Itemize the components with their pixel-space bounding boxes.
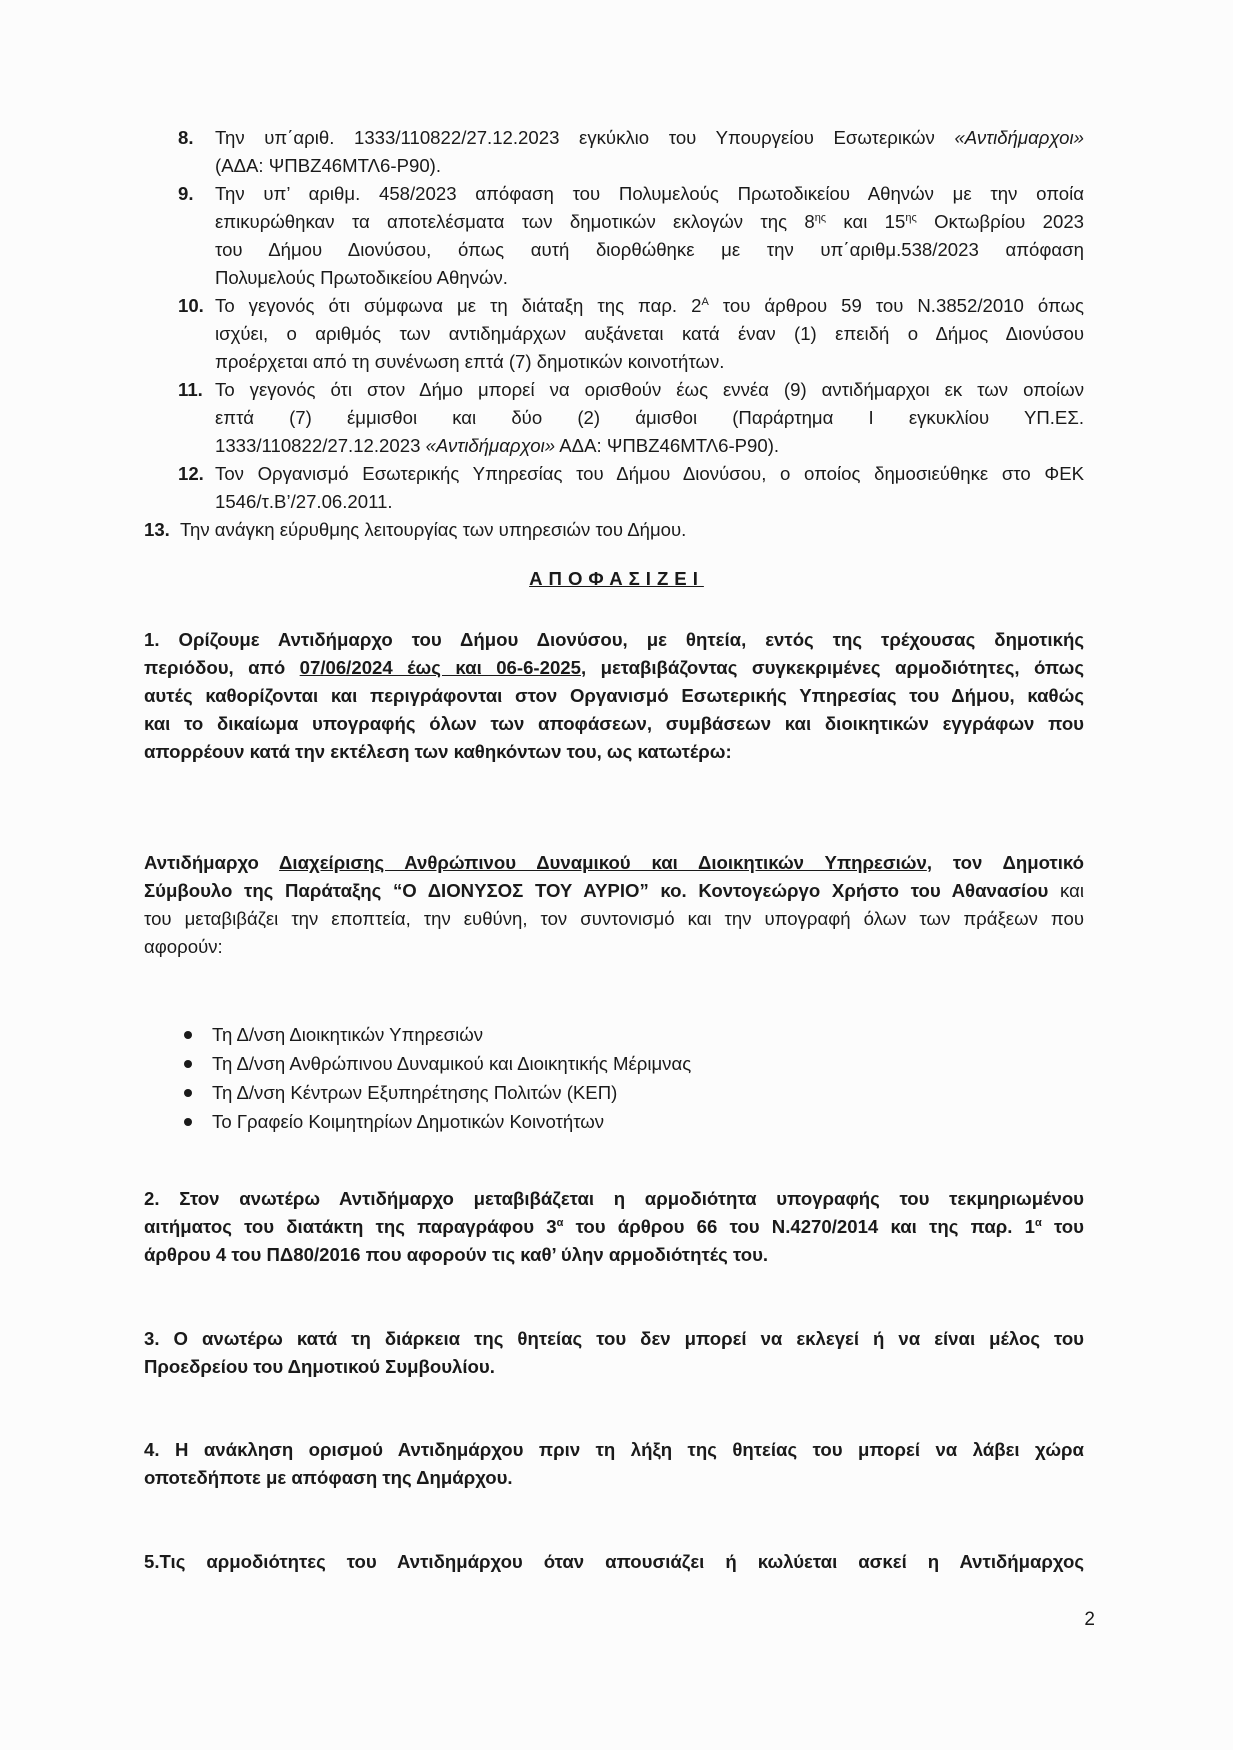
item-10-line-3: προέρχεται από τη συνένωση επτά (7) δημοτικών κοινοτήτων. [215, 351, 725, 372]
deputy-line-4: αφορούν: [144, 936, 223, 957]
item-11-line-1: Το γεγονός ότι στον Δήμο μπορεί να ορισθούν έως εννέα (9) αντιδήμαρχοι εκ των οποίων [215, 379, 1084, 400]
item-12-line-2: 1546/τ.Β’/27.06.2011. [215, 491, 393, 512]
decision-3-line-2: Προεδρείου του Δημοτικού Συμβουλίου. [144, 1356, 495, 1377]
decision-2-line-2: αιτήματος του διατάκτη της παραγράφου $3^\alpha$ του άρθρου 66 του Ν.4270/2014 και της παρ. $1^\alpha$ του [144, 1216, 1084, 1237]
bullet-icon [184, 1060, 192, 1068]
bullet-item: Το Γραφείο Κοιμητηρίων Δημοτικών Κοινοτήτων [212, 1111, 605, 1132]
page-number: 2 [1084, 1609, 1095, 1630]
decision-1-line-4: και το δικαίωμα υπογραφής όλων των αποφάσεων, συμβάσεων και διοικητικών εγγράφων που [144, 713, 1084, 734]
item-8-line-2: (ΑΔΑ: ΨΠΒΖ46ΜΤΛ6-Ρ90). [215, 155, 442, 176]
item-9-number: 9. [178, 183, 194, 204]
decision-heading: ΑΠΟΦΑΣΙΖΕΙ [529, 568, 704, 589]
deputy-line-1: Αντιδήμαρχο Διαχείρισης Ανθρώπινου Δυναμικού και Διοικητικών Υπηρεσιών, τον Δημοτικό [144, 852, 1084, 873]
item-9-line-1: Την υπ’ αριθμ. 458/2023 απόφαση του Πολυμελούς Πρωτοδικείου Αθηνών με την οποία [215, 183, 1084, 204]
item-8-line-1: Την υπ΄αριθ. 1333/110822/27.12.2023 εγκύκλιο του Υπουργείου Εσωτερικών «Αντιδήμαρχοι» [215, 127, 1084, 148]
decision-1-line-5: απορρέουν κατά την εκτέλεση των καθηκόντων του, ως κατωτέρω: [144, 741, 732, 762]
item-13-line-1: Την ανάγκη εύρυθμης λειτουργίας των υπηρεσιών του Δήμου. [180, 519, 687, 540]
decision-2-line-3: άρθρου 4 του ΠΔ80/2016 που αφορούν τις καθ’ ύλην αρμοδιότητές του. [144, 1244, 769, 1265]
decision-1-line-1: 1. Ορίζουμε Αντιδήμαρχο του Δήμου Διονύσου, με θητεία, εντός της τρέχουσας δημοτικής [144, 629, 1084, 650]
item-13-number: 13. [144, 519, 170, 540]
bullet-icon [184, 1089, 192, 1097]
bullet-icon [184, 1031, 192, 1039]
item-11-line-2: επτά (7) έμμισθοι και δύο (2) άμισθοι (Παράρτημα Ι εγκυκλίου ΥΠ.ΕΣ. [215, 407, 1084, 428]
item-10-line-1: Το γεγονός ότι σύμφωνα με τη διάταξη της παρ. $2^A$ του άρθρου 59 του Ν.3852/2010 όπως [215, 295, 1084, 316]
item-11-number: 11. [178, 379, 203, 400]
item-12-number: 12. [178, 463, 204, 484]
item-9-line-2: επικυρώθηκαν τα αποτελέσματα των δημοτικών εκλογών της $8^{\eta\varsigma}$ και $15^{\eta\varsigma}$ Οκτωβρίου 2023 [215, 211, 1084, 232]
deputy-line-3: του μεταβιβάζει την εποπτεία, την ευθύνη, τον συντονισμό και την υπογραφή όλων των πράξεων που [144, 908, 1084, 929]
decision-5-line-1: 5.Τις αρμοδιότητες του Αντιδημάρχου όταν απουσιάζει ή κωλύεται ασκεί η Αντιδήμαρχος [144, 1551, 1084, 1572]
decision-1-line-3: αυτές καθορίζονται και περιγράφονται στον Οργανισμό Εσωτερικής Υπηρεσίας του Δήμου, καθώς [144, 685, 1084, 706]
deputy-portfolio: Διαχείρισης Ανθρώπινου Δυναμικού και Διοικητικών Υπηρεσιών [279, 852, 927, 873]
bullet-item: Τη Δ/νση Κέντρων Εξυπηρέτησης Πολιτών (ΚΕΠ) [212, 1082, 618, 1103]
item-10-number: 10. [178, 295, 204, 316]
bullet-icon [184, 1118, 192, 1126]
decision-4-line-2: οποτεδήποτε με απόφαση της Δημάρχου. [144, 1467, 513, 1488]
item-11-line-3: 1333/110822/27.12.2023 «Αντιδήμαρχοι» ΑΔΑ: ΨΠΒΖ46ΜΤΛ6-Ρ90). [215, 435, 780, 456]
decision-4-line-1: 4. Η ανάκληση ορισμού Αντιδημάρχου πριν τη λήξη της θητείας του μπορεί να λάβει χώρα [144, 1439, 1084, 1460]
item-9-line-4: Πολυμελούς Πρωτοδικείου Αθηνών. [215, 267, 508, 288]
item-8-number: 8. [178, 127, 194, 148]
item-9-line-3: του Δήμου Διονύσου, όπως αυτή διορθώθηκε με την υπ΄αριθμ.538/2023 απόφαση [215, 239, 1084, 260]
decision-1-line-2: περιόδου, από 07/06/2024 έως και 06-6-2025, μεταβιβάζοντας συγκεκριμένες αρμοδιότητες, όπως [144, 657, 1084, 678]
item-12-line-1: Τον Οργανισμό Εσωτερικής Υπηρεσίας του Δήμου Διονύσου, ο οποίος δημοσιεύθηκε στο ΦΕΚ [215, 463, 1084, 484]
decision-2-line-1: 2. Στον ανωτέρω Αντιδήμαρχο μεταβιβάζεται η αρμοδιότητα υπογραφής του τεκμηριωμένου [144, 1188, 1084, 1209]
term-dates: 07/06/2024 έως και 06-6-2025 [299, 657, 581, 678]
bullet-item: Τη Δ/νση Ανθρώπινου Δυναμικού και Διοικητικής Μέριμνας [212, 1053, 692, 1074]
decision-3-line-1: 3. Ο ανωτέρω κατά τη διάρκεια της θητείας του δεν μπορεί να εκλεγεί ή να είναι μέλος του [144, 1328, 1084, 1349]
item-10-line-2: ισχύει, ο αριθμός των αντιδημάρχων αυξάνεται κατά έναν (1) επειδή ο Δήμος Διονύσου [215, 323, 1084, 344]
deputy-line-2: Σύμβουλο της Παράταξης “Ο ΔΙΟΝΥΣΟΣ ΤΟΥ ΑΥΡΙΟ” κο. Κοντογεώργο Χρήστο του Αθανασίου και [144, 880, 1084, 901]
bullet-item: Τη Δ/νση Διοικητικών Υπηρεσιών [212, 1024, 484, 1045]
